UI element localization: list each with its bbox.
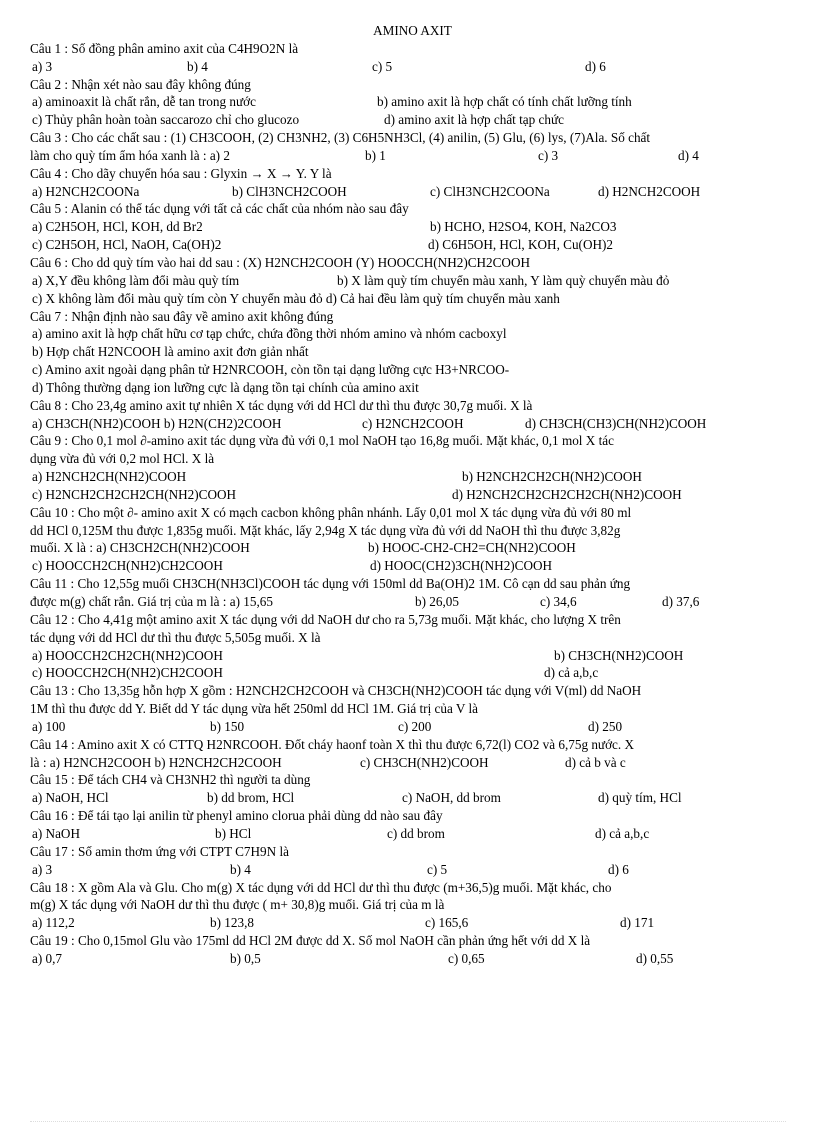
answer-option: a) 3 [32, 861, 53, 877]
answer-option: d) cả a,b,c [595, 825, 650, 841]
answer-option: b) 1 [365, 147, 386, 163]
answer-line [30, 700, 775, 718]
answer-option: d) quỳ tím, HCl [598, 790, 682, 806]
answer-option: b) CH3CH(NH2)COOH [554, 647, 684, 663]
question-line [30, 432, 775, 450]
answer-line [30, 914, 775, 932]
answer-option: b) 150 [210, 718, 245, 734]
text-line: Câu 10 : Cho một ∂- amino axit X có mạch cacbon không phân nhánh. Lấy 0,01 mol X tác dụng vừa đủ với 80 ml [30, 504, 632, 520]
text-line: Câu 7 : Nhận định nào sau đây về amino axit không đúng [30, 308, 334, 324]
answer-option: c) 5 [372, 58, 393, 74]
question-line [30, 611, 775, 629]
text-line: c) X không làm đổi màu quỳ tím còn Y chuyển màu đỏ d) Cả hai đều làm quỳ tím chuyển màu xanh [32, 290, 560, 306]
answer-option: a) H2NCH2COONa [32, 183, 140, 199]
answer-option: c) ClH3NCH2COONa [430, 183, 550, 199]
answer-line [30, 896, 775, 914]
answer-option: c) H2NCH2COOH [362, 415, 464, 431]
answer-option: c) dd brom [387, 825, 445, 841]
page-title: AMINO AXIT [373, 23, 452, 38]
answer-option: a) 100 [32, 718, 66, 734]
answer-line [30, 825, 775, 843]
page-bottom-rule [30, 1121, 786, 1122]
answer-option: a) H2NCH2CH(NH2)COOH [32, 469, 187, 485]
answer-option: d) 6 [585, 58, 606, 74]
answer-option: a) 3 [32, 58, 53, 74]
answer-option: a) 0,7 [32, 950, 63, 966]
text-line: Câu 1 : Số đồng phân amino axit của C4H9O2N là [30, 40, 299, 56]
question-line [30, 843, 775, 861]
answer-line [30, 468, 775, 486]
answer-option: b) 4 [230, 861, 251, 877]
question-line [30, 397, 775, 415]
answer-line [30, 647, 775, 665]
answer-line [30, 325, 775, 343]
answer-option: d) cả b và c [565, 754, 626, 770]
text-line: a) amino axit là hợp chất hữu cơ tạp chức, chứa đồng thời nhóm amino và nhóm cacboxyl [32, 326, 507, 342]
answer-option: được m(g) chất rắn. Giá trị của m là : a) 15,65 [30, 594, 273, 609]
answer-option: b) 4 [187, 58, 208, 74]
answer-option: d) CH3CH(CH3)CH(NH2)COOH [525, 415, 707, 431]
answer-option: c) 0,65 [448, 950, 485, 966]
answer-option: b) X làm quỳ tím chuyển màu xanh, Y làm quỳ chuyển màu đỏ [337, 272, 670, 288]
question-line [30, 308, 775, 326]
text-line: Câu 8 : Cho 23,4g amino axit tự nhiên X tác dụng với dd HCl dư thì thu được 30,7g muối. X là [30, 397, 533, 413]
answer-line [30, 950, 775, 968]
answer-line [30, 218, 775, 236]
answer-option: a) NaOH [32, 825, 80, 841]
question-line [30, 682, 775, 700]
question-line [30, 254, 775, 272]
text-line: Câu 9 : Cho 0,1 mol ∂-amino axit tác dụng vừa đủ với 0,1 mol NaOH tạo 16,8g muối. Mặt khác, 0,1 mol X tác [30, 433, 614, 449]
text-line: Câu 3 : Cho các chất sau : (1) CH3COOH, (2) CH3NH2, (3) C6H5NH3Cl, (4) anilin, (5) Glu, (6) lys, (7)Ala. Số chất [30, 130, 651, 146]
question-line [30, 575, 775, 593]
answer-option: c) HOOCCH2CH(NH2)CH2COOH [32, 558, 223, 574]
text-line: 1M thì thu được dd Y. Biết dd Y tác dụng vừa hết 250ml dd HCl 1M. Giá trị của V là [30, 701, 478, 717]
answer-option: c) 200 [398, 718, 432, 734]
question-line [30, 879, 775, 897]
answer-option: a) C2H5OH, HCl, KOH, dd Br2 [32, 219, 203, 235]
answer-option: muối. X là : a) CH3CH2CH(NH2)COOH [30, 540, 250, 556]
question-line [30, 200, 775, 218]
answer-line [30, 415, 775, 433]
answer-option: d) 250 [588, 718, 623, 734]
text-line: tác dụng với dd HCl dư thì thu được 5,505g muối. X là [30, 629, 321, 645]
answer-option: a) NaOH, HCl [32, 790, 109, 806]
answer-line [30, 664, 775, 682]
text-line: Câu 13 : Cho 13,35g hỗn hợp X gồm : H2NCH2CH2COOH và CH3CH(NH2)COOH tác dụng với V(ml) dd NaOH [30, 683, 642, 699]
text-line: b) Hợp chất H2NCOOH là amino axit đơn giản nhất [32, 344, 309, 360]
answer-line [30, 93, 775, 111]
text-line: dụng vừa đủ với 0,2 mol HCl. X là [30, 451, 215, 467]
answer-option: d) 6 [608, 861, 629, 877]
answer-option: d) 37,6 [662, 594, 700, 609]
answer-line [30, 557, 775, 575]
answer-option: b) dd brom, HCl [207, 790, 295, 806]
text-line: Câu 19 : Cho 0,15mol Glu vào 175ml dd HCl 2M được dd X. Số mol NaOH cần phản ứng hết với dd X là [30, 933, 591, 949]
answer-option: a) HOOCCH2CH2CH(NH2)COOH [32, 647, 223, 663]
answer-option: d) C6H5OH, HCl, KOH, Cu(OH)2 [428, 237, 613, 253]
question-line [30, 76, 775, 94]
text-line: Câu 6 : Cho dd quỳ tím vào hai dd sau : (X) H2NCH2COOH (Y) HOOCCH(NH2)CH2COOH [30, 254, 530, 270]
answer-line [30, 539, 775, 557]
answer-option: là : a) H2NCH2COOH b) H2NCH2CH2COOH [30, 754, 282, 770]
answer-line [30, 450, 775, 468]
answer-option: c) C2H5OH, HCl, NaOH, Ca(OH)2 [32, 237, 222, 253]
answer-option: c) 34,6 [540, 594, 577, 609]
answer-option: d) 0,55 [636, 950, 674, 966]
answer-line [30, 629, 775, 647]
answer-line [30, 111, 775, 129]
answer-option: c) 3 [538, 147, 559, 163]
text-line: m(g) X tác dụng với NaOH dư thì thu được ( m+ 30,8)g muối. Giá trị của m là [30, 897, 445, 913]
question-line [30, 932, 775, 950]
answer-option: a) aminoaxit là chất rắn, dễ tan trong nước [32, 94, 256, 110]
answer-line [30, 861, 775, 879]
question-line [30, 807, 775, 825]
text-line: Câu 17 : Số amin thơm ứng với CTPT C7H9N là [30, 843, 289, 859]
answer-option: b) HCHO, H2SO4, KOH, Na2CO3 [430, 219, 617, 235]
answer-line [30, 718, 775, 736]
answer-option: d) 4 [678, 147, 699, 163]
answer-option: b) HCl [215, 825, 252, 841]
text-line: Câu 14 : Amino axit X có CTTQ H2NRCOOH. Đốt cháy haonf toàn X thì thu được 6,72(l) CO2 và 6,75g nước. X [30, 736, 635, 752]
answer-option: b) 26,05 [415, 594, 459, 609]
question-line [30, 771, 775, 789]
answer-option: c) CH3CH(NH2)COOH [360, 754, 489, 770]
answer-option: d) amino axit là hợp chất tạp chức [384, 112, 565, 128]
answer-line [30, 361, 775, 379]
text-line: c) Amino axit ngoài dạng phân tử H2NRCOOH, còn tồn tại dạng lưỡng cực H3+NRCOO- [32, 362, 510, 378]
text-line: Câu 12 : Cho 4,41g một amino axit X tác dụng với dd NaOH dư cho ra 5,73g muối. Mặt khác, cho lượng X trên [30, 611, 621, 627]
answer-line [30, 147, 775, 165]
text-line: Câu 2 : Nhận xét nào sau đây không đúng [30, 76, 251, 92]
answer-line [30, 290, 775, 308]
question-line [30, 504, 775, 522]
answer-option: c) H2NCH2CH2CH2CH(NH2)COOH [32, 486, 237, 502]
answer-option: d) H2NCH2COOH [598, 183, 701, 199]
answer-line [30, 486, 775, 504]
text-line: dd HCl 0,125M thu được 1,835g muối. Mặt khác, lấy 2,94g X tác dụng vừa đủ với dd NaOH thì thu được 3,82g [30, 522, 621, 538]
question-line [30, 129, 775, 147]
answer-option: d) HOOC(CH2)3CH(NH2)COOH [370, 558, 553, 574]
text-line: Câu 15 : Để tách CH4 và CH3NH2 thì người ta dùng [30, 772, 311, 788]
answer-option: a) CH3CH(NH2)COOH b) H2N(CH2)2COOH [32, 415, 282, 431]
answer-option: c) Thủy phân hoàn toàn saccarozo chỉ cho glucozo [32, 112, 300, 128]
answer-line [30, 343, 775, 361]
answer-option: c) HOOCCH2CH(NH2)CH2COOH [32, 665, 223, 681]
answer-option: d) H2NCH2CH2CH2CH2CH(NH2)COOH [452, 486, 682, 502]
answer-option: làm cho quỳ tím ẩm hóa xanh là : a) 2 [30, 147, 230, 163]
answer-option: b) H2NCH2CH2CH(NH2)COOH [462, 469, 642, 485]
text-line: Câu 11 : Cho 12,55g muối CH3CH(NH3Cl)COOH tác dụng với 150ml dd Ba(OH)2 1M. Cô cạn dd sau phản ứng [30, 576, 631, 592]
answer-line [30, 379, 775, 397]
answer-option: b) 0,5 [230, 950, 261, 966]
answer-option: b) amino axit là hợp chất có tính chất lưỡng tính [377, 94, 632, 110]
text-line: d) Thông thường dạng ion lưỡng cực là dạng tồn tại chính của amino axit [32, 379, 419, 395]
document-body [30, 40, 775, 968]
text-line: Câu 4 : Cho dãy chuyển hóa sau : Glyxin → X → Y. Y là [30, 165, 332, 181]
text-line: Câu 16 : Để tái tạo lại anilin từ phenyl amino clorua phải dùng dd nào sau đây [30, 808, 443, 824]
answer-option: a) 112,2 [32, 915, 75, 931]
answer-option: d) cả a,b,c [544, 665, 599, 681]
question-line [30, 165, 775, 183]
answer-line [30, 183, 775, 201]
text-line: Câu 18 : X gồm Ala và Glu. Cho m(g) X tác dụng với dd HCl dư thì thu được (m+36,5)g muối. Mặt khác, cho [30, 879, 612, 895]
answer-line [30, 58, 775, 76]
answer-option: b) HOOC-CH2-CH2=CH(NH2)COOH [368, 540, 576, 556]
answer-option: b) 123,8 [210, 915, 254, 931]
answer-line [30, 272, 775, 290]
answer-line [30, 593, 775, 611]
document-page [30, 22, 775, 968]
answer-option: c) 5 [427, 861, 448, 877]
answer-line [30, 236, 775, 254]
answer-option: b) ClH3NCH2COOH [232, 183, 347, 199]
question-line [30, 736, 775, 754]
answer-line [30, 789, 775, 807]
answer-option: c) 165,6 [425, 915, 469, 931]
answer-option: c) NaOH, dd brom [402, 790, 501, 806]
answer-line [30, 754, 775, 772]
question-line [30, 40, 775, 58]
answer-line [30, 522, 775, 540]
answer-option: d) 171 [620, 915, 655, 931]
answer-option: a) X,Y đều không làm đổi màu quỳ tím [32, 272, 240, 288]
text-line: Câu 5 : Alanin có thể tác dụng với tất cả các chất của nhóm nào sau đây [30, 201, 409, 217]
